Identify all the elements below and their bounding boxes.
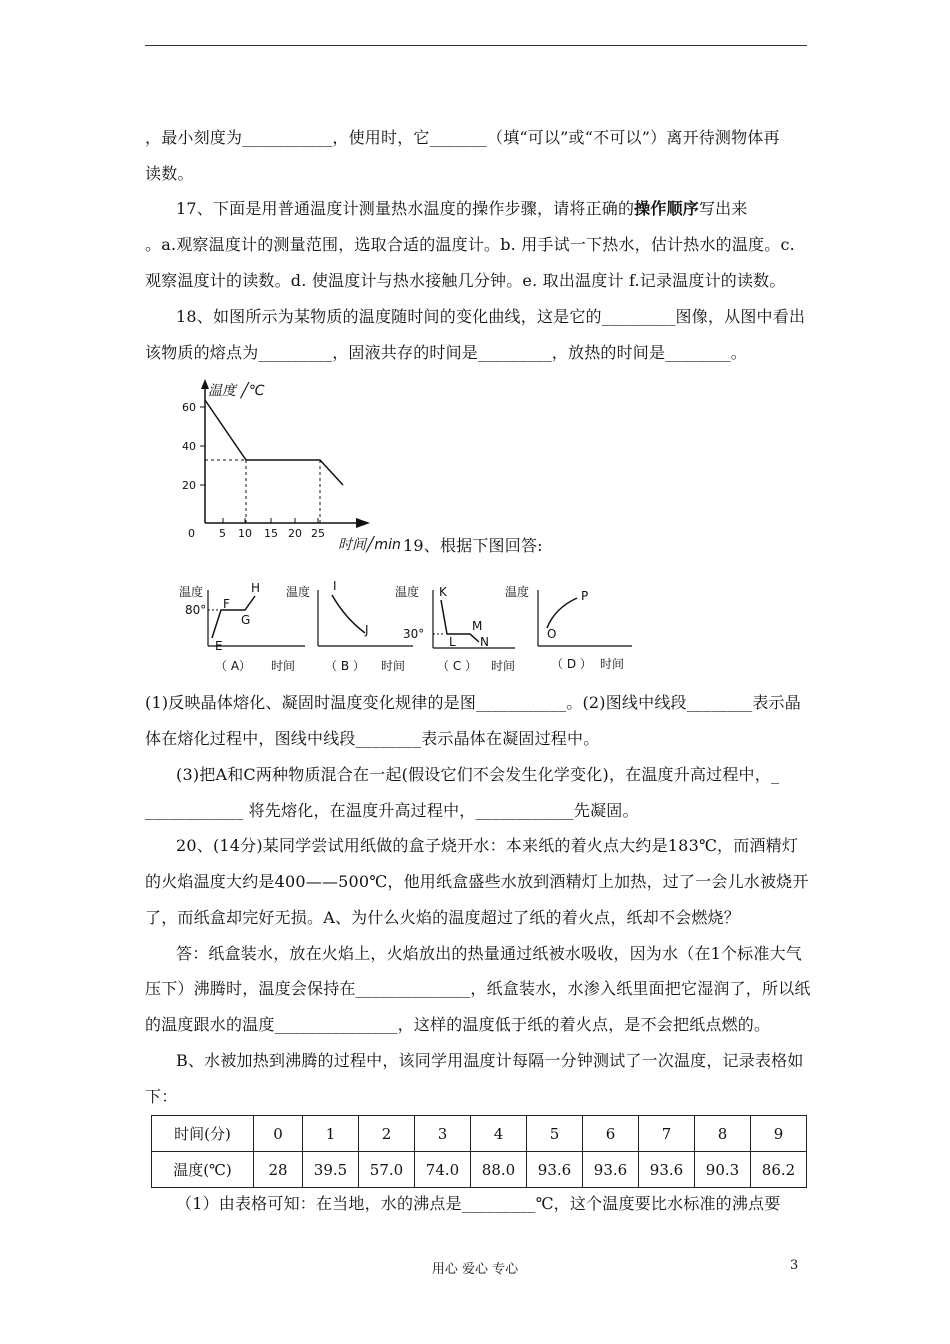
point-k-label: K: [439, 585, 447, 599]
fig18-curve: [205, 400, 343, 485]
table-cell: 6: [583, 1116, 639, 1152]
q17-text-a: 17、下面是用普通温度计测量热水温度的操作步骤，请将正确的: [176, 199, 635, 218]
fig18-xtick-label-25: 25: [311, 527, 325, 540]
page-number: 3: [790, 1258, 799, 1273]
text-line-19: B、水被加热到沸腾的过程中，该同学用温度计每隔一分钟测试了一次温度，记录表格如: [176, 1051, 804, 1070]
table-cell: 9: [751, 1116, 807, 1152]
text-line-17: 压下）沸腾时，温度会保持在______________，纸盒装水，水渗入纸里面把它湿润了，所以纸: [145, 979, 811, 998]
question-19: 19、根据下图回答:: [403, 536, 543, 555]
panel-d-xlabel: 时间: [600, 657, 625, 671]
fig18-ylabel: 温度 ╱℃: [208, 383, 265, 399]
table-cell: 5: [527, 1116, 583, 1152]
figure-18-graph: [180, 375, 410, 555]
panel-a-caption: （ A）: [215, 659, 252, 673]
point-j-label: J: [365, 623, 369, 637]
text-line-12: ____________ 将先熔化，在温度升高过程中，____________先凝固。: [145, 801, 639, 820]
point-h-label: H: [251, 581, 261, 595]
panel-a-xlabel: 时间: [271, 659, 296, 673]
text-line-18: 的温度跟水的温度_______________，这样的温度低于纸的着火点，是不会把纸点燃的。: [145, 1015, 771, 1034]
figure-19-graphs: [175, 578, 635, 678]
table-cell: 93.6: [583, 1152, 639, 1188]
table-cell: 74.0: [415, 1152, 471, 1188]
fig18-xtick-label-15: 15: [264, 527, 278, 540]
table-header-cell: 温度(℃): [152, 1152, 254, 1188]
text-line-2: 读数。: [145, 164, 194, 183]
fig18-ytick-label-20: 20: [182, 479, 196, 492]
panel-a-ylabel: 温度: [179, 585, 204, 599]
temperature-table: [151, 1115, 807, 1188]
fig18-xtick-label-20: 20: [288, 527, 302, 540]
fig18-xtick-label-5: 5: [219, 527, 226, 540]
table-cell: 28: [254, 1152, 303, 1188]
table-cell: 88.0: [471, 1152, 527, 1188]
table-cell: 0: [254, 1116, 303, 1152]
question-18: 18、如图所示为某物质的温度随时间的变化曲线，这是它的_________图像，从图中看出: [176, 307, 806, 326]
panel-c-value-label: 30°: [403, 627, 425, 641]
fig18-ytick-label-60: 60: [182, 401, 196, 414]
panel-c-xlabel: 时间: [491, 659, 516, 673]
table-cell: 8: [695, 1116, 751, 1152]
text-line-21: （1）由表格可知：在当地，水的沸点是_________℃，这个温度要比水标准的沸点要: [176, 1194, 781, 1213]
table-cell: 3: [415, 1116, 471, 1152]
point-n-label: N: [480, 635, 489, 649]
point-o-label: O: [547, 627, 557, 641]
q17-bold-text: 操作顺序: [634, 199, 699, 218]
panel-b-caption: （ B ）: [325, 659, 365, 673]
question-20: 20、(14分)某同学尝试用纸做的盒子烧开水：本来纸的着火点大约是183℃，而酒精灯: [176, 836, 799, 855]
panel-b-xlabel: 时间: [381, 659, 406, 673]
table-cell: 86.2: [751, 1152, 807, 1188]
table-cell: 2: [359, 1116, 415, 1152]
panel-c: [395, 584, 515, 673]
text-line-7: 该物质的熔点为_________，固液共存的时间是_________，放热的时间是________。: [145, 343, 748, 362]
table-header-cell: 时间(分): [152, 1116, 254, 1152]
text-line-5: 观察温度计的读数。d. 使温度计与热水接触几分钟。e. 取出温度计 f.记录温度计的读数。: [145, 271, 786, 290]
text-line-10: 体在熔化过程中，图线中线段________表示晶体在凝固过程中。: [145, 729, 600, 748]
panel-b-ylabel: 温度: [286, 585, 311, 599]
footer-text: 用心 爱心 专心: [431, 1262, 519, 1277]
text-line-20: 下：: [145, 1087, 178, 1106]
table-cell: 93.6: [527, 1152, 583, 1188]
table-cell: 7: [639, 1116, 695, 1152]
table-cell: 57.0: [359, 1152, 415, 1188]
table-row: [152, 1152, 807, 1188]
fig18-xtick-label-10: 10: [238, 527, 252, 540]
panel-b: [286, 579, 413, 673]
fig18-xtick-label-0: 0: [188, 527, 195, 540]
table-cell: 4: [471, 1116, 527, 1152]
fig18-x-arrow: [356, 518, 370, 528]
table-row: [152, 1116, 807, 1152]
text-line-14: 的火焰温度大约是400——500℃，他用纸盒盛些水放到酒精灯上加热，过了一会儿水被烧开: [145, 872, 809, 891]
text-line-4: 。a.观察温度计的测量范围，选取合适的温度计。b. 用手试一下热水，估计热水的温度。c.: [145, 235, 795, 254]
point-e-label: E: [215, 639, 223, 653]
panel-d-caption: （ D ）: [551, 657, 592, 671]
point-l-label: L: [449, 635, 456, 649]
fig18-ytick-label-40: 40: [182, 440, 196, 453]
table-cell: 39.5: [303, 1152, 359, 1188]
header-rule: [145, 45, 807, 46]
panel-c-ylabel: 温度: [395, 585, 420, 599]
panel-b-curve: [332, 595, 365, 633]
text-line-15: 了，而纸盒却完好无损。A、为什么火焰的温度超过了纸的着火点，纸却不会燃烧？: [145, 908, 740, 927]
text-line-1: ，最小刻度为___________，使用时，它_______（填“可以”或“不可以”）离开待测物体再: [145, 128, 780, 147]
table-cell: 90.3: [695, 1152, 751, 1188]
panel-d-curve: [547, 598, 577, 628]
point-g-label: G: [241, 613, 251, 627]
point-f-label: F: [223, 597, 230, 611]
text-line-11: (3)把A和C两种物质混合在一起(假设它们不会发生化学变化)，在温度升高过程中，_: [176, 765, 780, 784]
table-cell: 1: [303, 1116, 359, 1152]
text-line-9: (1)反映晶体熔化、凝固时温度变化规律的是图___________。(2)图线中线段________表示晶: [145, 693, 801, 712]
q17-text-b: 写出来: [698, 199, 748, 218]
point-p-label: P: [581, 589, 589, 603]
panel-a-value-label: 80°: [185, 603, 207, 617]
panel-d-ylabel: 温度: [505, 585, 530, 599]
point-m-label: M: [472, 619, 483, 633]
panel-c-caption: （ C ）: [437, 659, 478, 673]
table-cell: 93.6: [639, 1152, 695, 1188]
fig18-xlabel: 时间╱min: [338, 537, 401, 553]
panel-d: [505, 584, 632, 671]
question-17: [176, 198, 841, 220]
point-i-label: I: [333, 579, 337, 593]
text-line-16: 答：纸盒装水，放在火焰上，火焰放出的热量通过纸被水吸收，因为水（在1个标准大气: [176, 944, 802, 963]
